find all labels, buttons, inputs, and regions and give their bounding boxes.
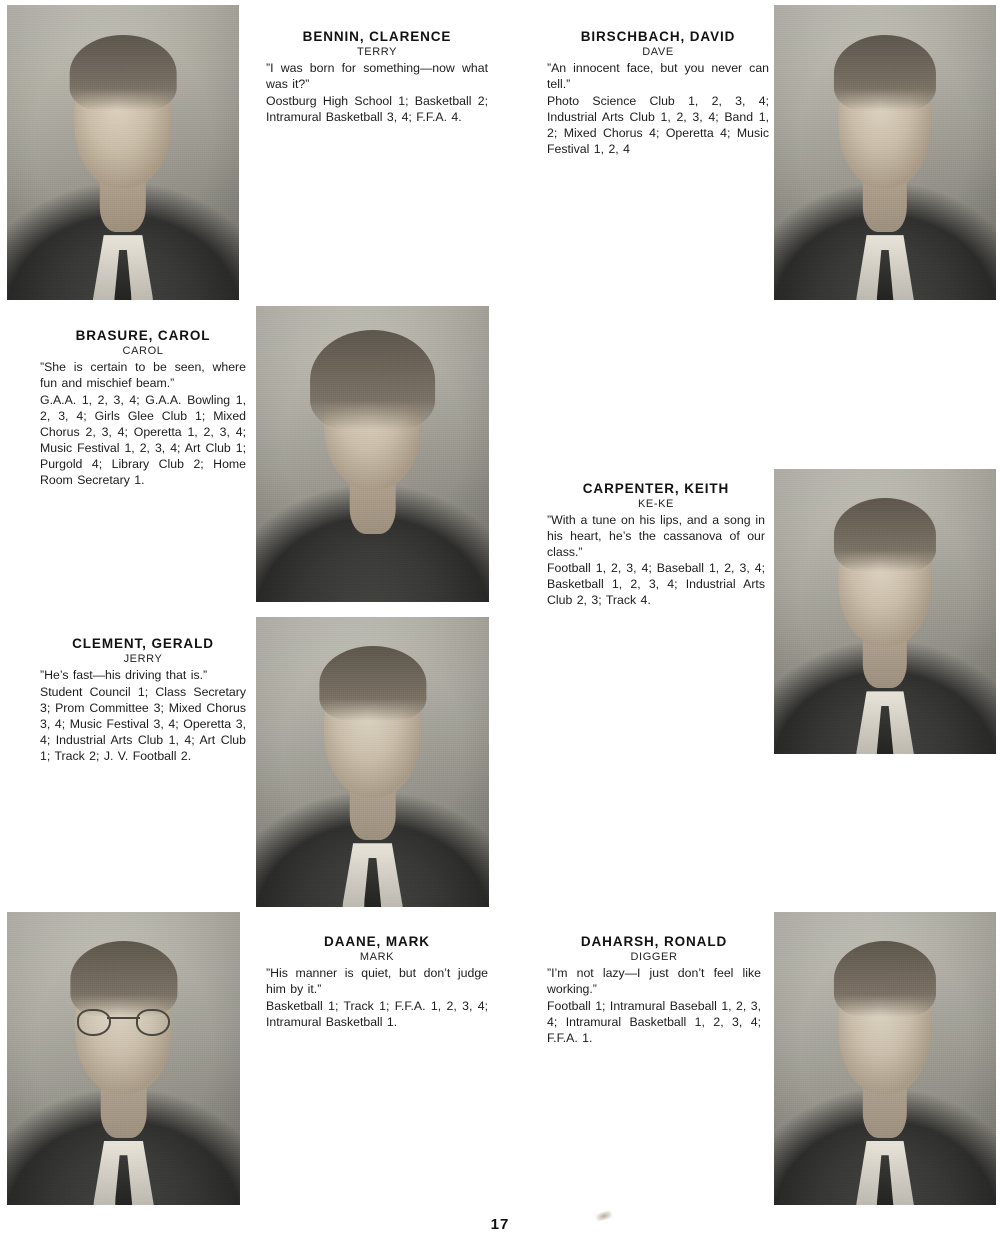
senior-activities: Photo Science Club 1, 2, 3, 4; Industrial Arts Club 1, 2, 3, 4; Band 1, 2; Mixed Chorus 4; Operetta 4; Music Festival 1, 2, 4 [547,93,769,156]
senior-name: DAHARSH, RONALD [580,934,728,949]
senior-entry-bennin-clarence [266,29,488,126]
senior-nickname: DAVE [642,45,674,58]
photo-vignette [774,912,996,1205]
senior-activities: Basketball 1; Track 1; F.F.A. 1, 2, 3, 4; Intramural Basketball 1. [266,998,488,1029]
senior-activities: Oostburg High School 1; Basketball 2; Intramural Basketball 3, 4; F.F.A. 4. [266,93,488,124]
photo-vignette [256,617,489,907]
portrait-photo-gerald-clement [256,617,489,907]
senior-quote: ”An innocent face, but you never can tell.” [547,61,769,91]
senior-activities: Football 1; Intramural Baseball 1, 2, 3, 4; Intramural Basketball 1, 2, 3, 4; F.F.A. 1. [547,998,761,1045]
photo-vignette [7,5,239,300]
senior-quote: ”With a tune on his lips, and a song in his heart, he’s the cassanova of our class.” [547,513,765,559]
senior-nickname: MARK [359,950,395,963]
senior-entry-daane-mark [266,934,488,1031]
senior-nickname: CAROL [122,344,164,357]
senior-quote: ”His manner is quiet, but don’t judge him by it.” [266,966,488,996]
senior-quote: ”I’m not lazy—I just don’t feel like working.” [547,966,761,996]
senior-activities: Student Council 1; Class Secretary 3; Prom Committee 3; Mixed Chorus 3, 4; Music Festival 3, 4; Operetta 3, 4; Industrial Arts Club 1, 4; Art Club 1; Track 2; J. V. Football 2. [40,685,246,763]
senior-nickname: TERRY [356,45,398,58]
senior-nickname: JERRY [123,652,163,665]
page-number: 17 [490,1216,510,1233]
senior-quote: ”I was born for something—now what was it?” [266,61,488,91]
portrait-photo-keith-carpenter [774,469,996,754]
senior-quote: ”He’s fast—his driving that is.” [40,668,208,683]
senior-activities: G.A.A. 1, 2, 3, 4; G.A.A. Bowling 1, 2, 3, 4; Girls Glee Club 1; Mixed Chorus 2, 3, 4; Operetta 1, 2, 3, 4; Music Festival 1, 2, 3, 4; Art Club 1; Purgold 4; Library Club 2; Home Room Secretary 1. [40,392,246,487]
senior-name: CLEMENT, GERALD [72,636,214,651]
senior-name: CARPENTER, KEITH [582,481,730,496]
senior-entry-brasure-carol [40,328,246,489]
senior-name: DAANE, MARK [324,934,430,949]
senior-name: BRASURE, CAROL [75,328,211,343]
senior-name: BIRSCHBACH, DAVID [580,29,736,44]
senior-entry-clement-gerald [40,636,246,765]
senior-entry-carpenter-keith [547,481,765,609]
portrait-photo-david-birschbach [774,5,996,300]
photo-vignette [256,306,489,602]
senior-entry-daharsh-ronald [547,934,761,1047]
portrait-photo-ronald-daharsh [774,912,996,1205]
photo-vignette [7,912,240,1205]
senior-nickname: KE-KE [637,497,674,510]
senior-quote: ”She is certain to be seen, where fun and mischief beam.” [40,360,246,390]
portrait-photo-carol-brasure [256,306,489,602]
senior-entry-birschbach-david [547,29,769,158]
portrait-photo-mark-daane [7,912,240,1205]
senior-activities: Football 1, 2, 3, 4; Baseball 1, 2, 3, 4; Basketball 1, 2, 3, 4; Industrial Arts Club 2, 3; Track 4. [547,561,765,608]
photo-vignette [774,5,996,300]
senior-name: BENNIN, CLARENCE [302,29,452,44]
senior-nickname: DIGGER [630,950,678,963]
portrait-photo-clarence-bennin [7,5,239,300]
photo-vignette [774,469,996,754]
